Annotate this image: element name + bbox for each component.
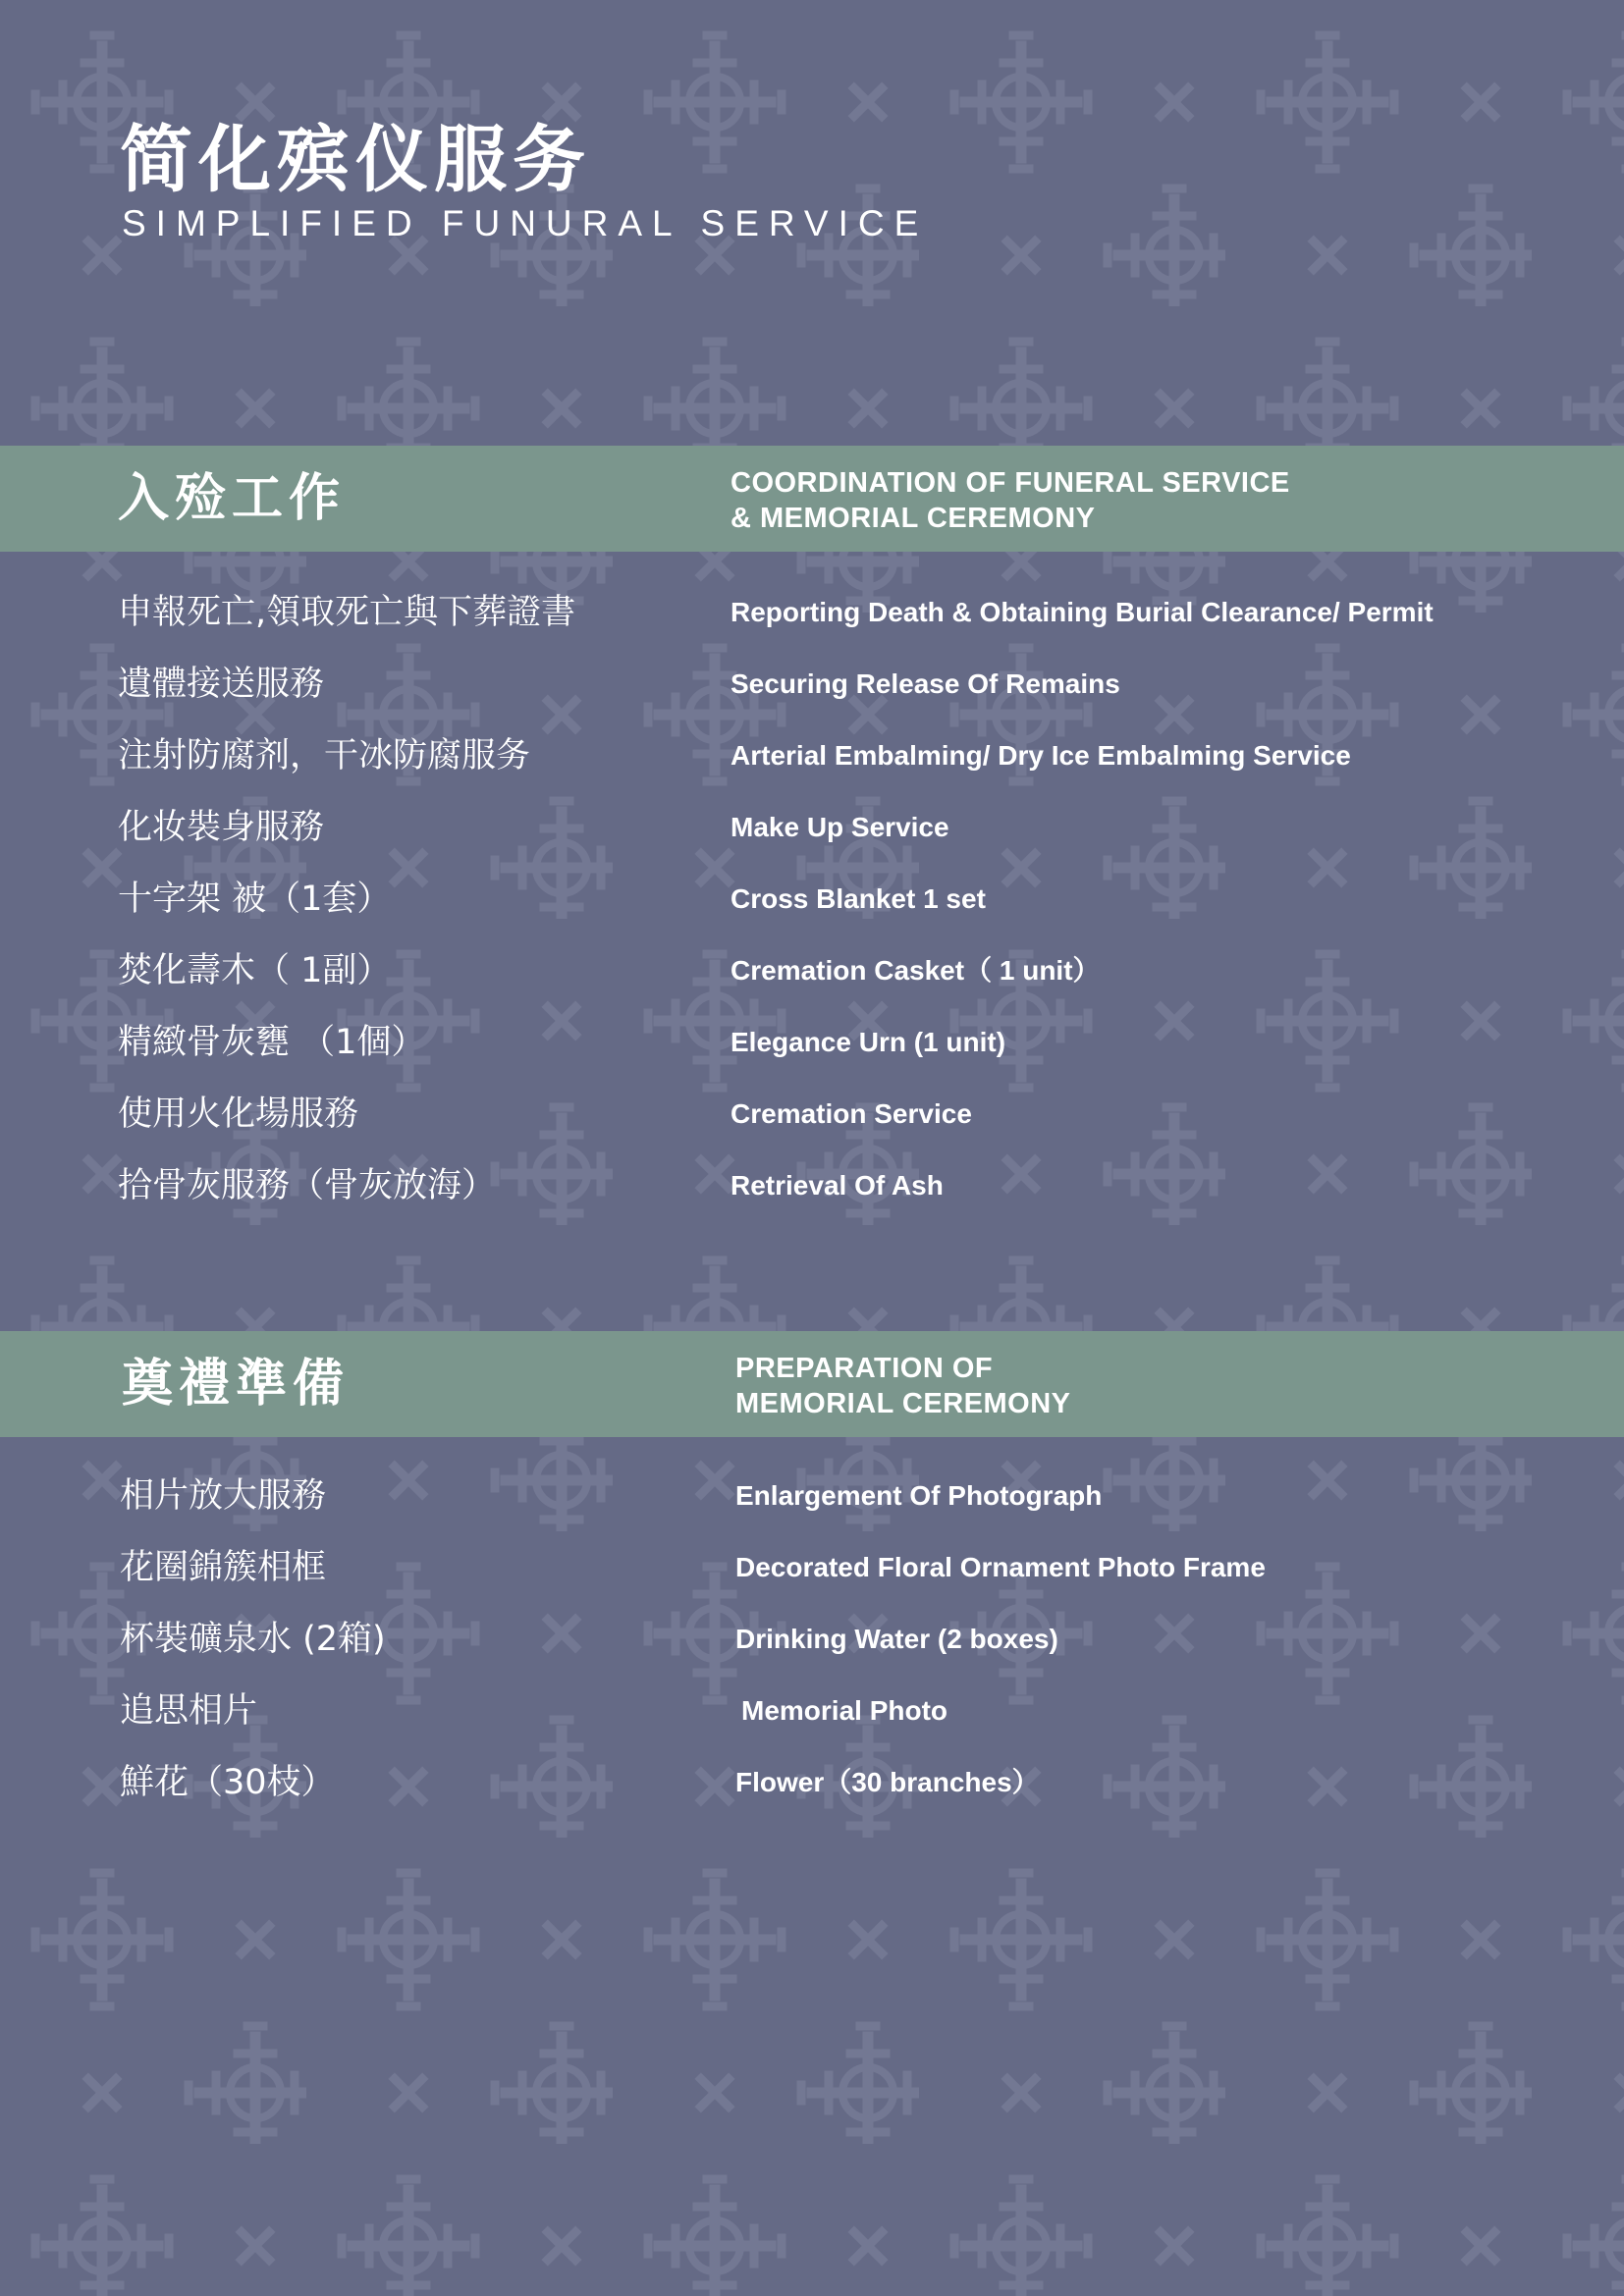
list-item [0, 1689, 1624, 1760]
item-en: Enlargement Of Photograph [735, 1480, 1103, 1511]
section-title-en [731, 465, 1290, 536]
list-item [0, 878, 1624, 948]
list-item [0, 1546, 1624, 1617]
item-en: Drinking Water (2 boxes) [735, 1624, 1058, 1654]
item-zh: 相片放大服務 [120, 1476, 327, 1516]
list-item [0, 591, 1624, 662]
section-title-en-line2: MEMORIAL CEREMONY [735, 1388, 1071, 1419]
section-title-zh: 入殓工作 [118, 469, 347, 528]
item-en: Make Up Service [731, 812, 949, 842]
item-zh: 申報死亡,領取死亡與下葬證書 [118, 593, 576, 632]
item-zh: 花圈錦簇相框 [120, 1548, 327, 1587]
section-title-en-line1: PREPARATION OF [735, 1353, 994, 1384]
list-item [0, 1021, 1624, 1092]
item-en: Securing Release Of Remains [731, 668, 1120, 699]
item-zh: 遺體接送服務 [118, 665, 325, 704]
item-en: Memorial Photo [741, 1695, 948, 1726]
list-item [0, 806, 1624, 877]
list-item [0, 1618, 1624, 1688]
item-en: Cremation Casket（ 1 unit） [731, 955, 1101, 986]
section-header-coordination [0, 446, 1624, 552]
section-title-en-line2: & MEMORIAL CEREMONY [731, 503, 1096, 534]
item-zh: 精緻骨灰甕 （1個） [118, 1023, 426, 1062]
item-en: Arterial Embalming/ Dry Ice Embalming Service [731, 740, 1351, 771]
item-zh: 焚化壽木（ 1副） [118, 951, 392, 990]
section-title-en-line1: COORDINATION OF FUNERAL SERVICE [731, 467, 1290, 499]
page-title-en: SIMPLIFIED FUNURAL SERVICE [122, 203, 929, 243]
item-zh: 追思相片 [120, 1691, 258, 1731]
item-zh: 杯裝礦泉水 (2箱) [120, 1620, 386, 1659]
item-en: Flower（30 branches） [735, 1767, 1040, 1797]
item-zh: 十字架 被（1套） [118, 880, 392, 919]
item-zh: 拾骨灰服務（骨灰放海） [118, 1166, 497, 1205]
section-title-zh: 奠禮準備 [122, 1355, 351, 1414]
item-zh: 使用火化場服務 [118, 1095, 359, 1134]
item-en: Cross Blanket 1 set [731, 883, 986, 914]
section-title-en [735, 1351, 1070, 1421]
item-en: Cremation Service [731, 1098, 972, 1129]
item-en: Decorated Floral Ornament Photo Frame [735, 1552, 1266, 1582]
section-header-preparation [0, 1331, 1624, 1437]
list-item [0, 734, 1624, 805]
item-en: Elegance Urn (1 unit) [731, 1027, 1006, 1057]
list-item [0, 663, 1624, 733]
list-item [0, 1761, 1624, 1832]
item-zh: 注射防腐剂，干冰防腐服务 [118, 736, 531, 775]
item-en: Retrieval Of Ash [731, 1170, 944, 1201]
page-title-zh: 简化殡仪服务 [120, 118, 591, 202]
item-en: Reporting Death & Obtaining Burial Clearance/ Permit [731, 597, 1434, 627]
list-item [0, 1093, 1624, 1163]
list-item [0, 1474, 1624, 1545]
list-item [0, 949, 1624, 1020]
list-item [0, 1164, 1624, 1235]
item-zh: 化妆裝身服務 [118, 808, 325, 847]
item-zh: 鮮花（30枝） [120, 1763, 336, 1802]
